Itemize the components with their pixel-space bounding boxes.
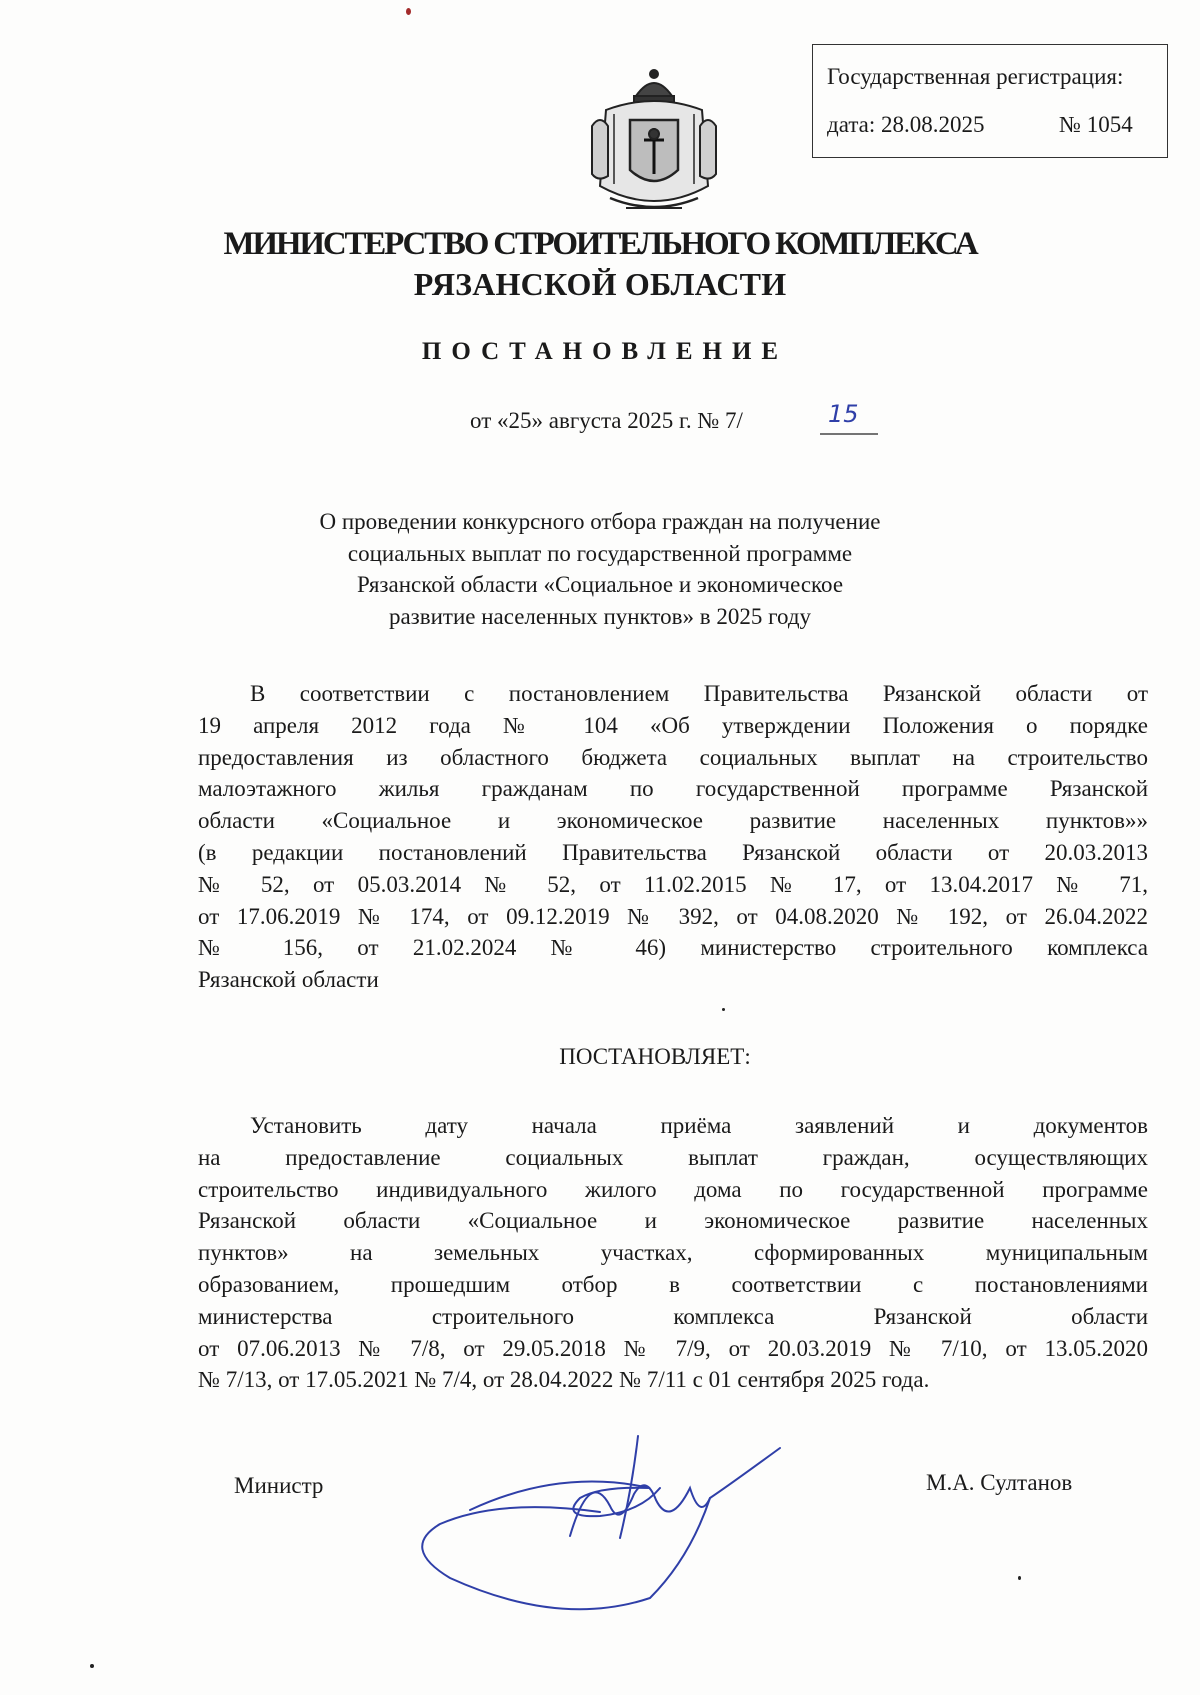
signer-title: Министр: [234, 1473, 324, 1498]
scan-speck: [1018, 1576, 1021, 1580]
preamble-line: В соответствии с постановлением Правительства Рязанской области от: [250, 681, 1148, 706]
ministry-name-line1: МИНИСТЕРСТВО СТРОИТЕЛЬНОГО КОМПЛЕКСА: [223, 226, 977, 262]
decision-line: строительство индивидуального жилого дома по государственной программе: [198, 1176, 1148, 1202]
subject-line: О проведении конкурсного отбора граждан на получение: [319, 509, 881, 534]
signer-name: М.А. Султанов: [926, 1470, 1073, 1495]
preamble-line: № 156, от 21.02.2024 № 46) министерство строительного комплекса: [198, 935, 1148, 961]
subject-line: развитие населенных пунктов» в 2025 году: [388, 603, 812, 629]
scan-speck: [722, 1008, 725, 1011]
document-date-number: от «25» августа 2025 г. № 7/: [470, 408, 743, 433]
preamble-line: Рязанской области: [198, 967, 379, 993]
preamble-line: № 52, от 05.03.2014 № 52, от 11.02.2015 № 17, от 13.04.2017 № 71,: [198, 871, 1148, 897]
handwritten-number: [820, 400, 880, 436]
ministry-name-line2: РЯЗАНСКОЙ ОБЛАСТИ: [413, 266, 787, 302]
registration-title: Государственная регистрация:: [827, 64, 1124, 89]
coat-of-arms-icon: [586, 66, 722, 220]
preamble-line: малоэтажного жилья гражданам по государственной программе Рязанской: [198, 776, 1148, 802]
decision-line: образованием, прошедшим отбор в соответствии с постановлениями: [198, 1271, 1148, 1297]
preamble-line: от 17.06.2019 № 174, от 09.12.2019 № 392, от 04.08.2020 № 192, от 26.04.2022: [198, 903, 1148, 929]
resolves-heading: ПОСТАНОВЛЯЕТ:: [559, 1044, 751, 1069]
scan-speck: [90, 1664, 94, 1668]
decision-line: на предоставление социальных выплат граждан, осуществляющих: [198, 1144, 1148, 1170]
registration-date: дата: 28.08.2025: [827, 112, 985, 137]
decision-line: от 07.06.2013 № 7/8, от 29.05.2018 № 7/9, от 20.03.2019 № 7/10, от 13.05.2020: [198, 1335, 1148, 1361]
preamble-line: 19 апреля 2012 года № 104 «Об утверждении Положения о порядке: [198, 712, 1148, 738]
decision-line: пунктов» на земельных участках, сформированных муниципальным: [198, 1240, 1148, 1266]
preamble-paragraph: [198, 678, 1148, 996]
decision-line: министерства строительного комплекса Рязанской области: [198, 1303, 1148, 1329]
decision-line: № 7/13, от 17.05.2021 № 7/4, от 28.04.2022 № 7/11 с 01 сентября 2025 года.: [198, 1367, 930, 1393]
decision-paragraph: [198, 1110, 1148, 1396]
decision-line: Рязанской области «Социальное и экономическое развитие населенных: [198, 1208, 1148, 1234]
scan-speck: [406, 8, 411, 15]
document-type: ПОСТАНОВЛЕНИЕ: [421, 338, 789, 365]
subject-line: Рязанской области «Социальное и экономическое: [356, 572, 844, 597]
decision-line: Установить дату начала приёма заявлений и документов: [250, 1113, 1148, 1138]
registration-stamp: [812, 44, 1168, 158]
preamble-line: предоставления из областного бюджета социальных выплат на строительство: [198, 744, 1148, 770]
preamble-line: области «Социальное и экономическое развитие населенных пунктов»»: [198, 808, 1148, 834]
document-subject: [260, 506, 940, 632]
registration-number: № 1054: [1059, 112, 1133, 137]
subject-line: социальных выплат по государственной программе: [347, 540, 853, 566]
preamble-line: (в редакции постановлений Правительства Рязанской области от 20.03.2013: [198, 839, 1148, 865]
handwritten-signature: [410, 1428, 790, 1618]
handwritten-number-text: 15: [828, 400, 859, 428]
